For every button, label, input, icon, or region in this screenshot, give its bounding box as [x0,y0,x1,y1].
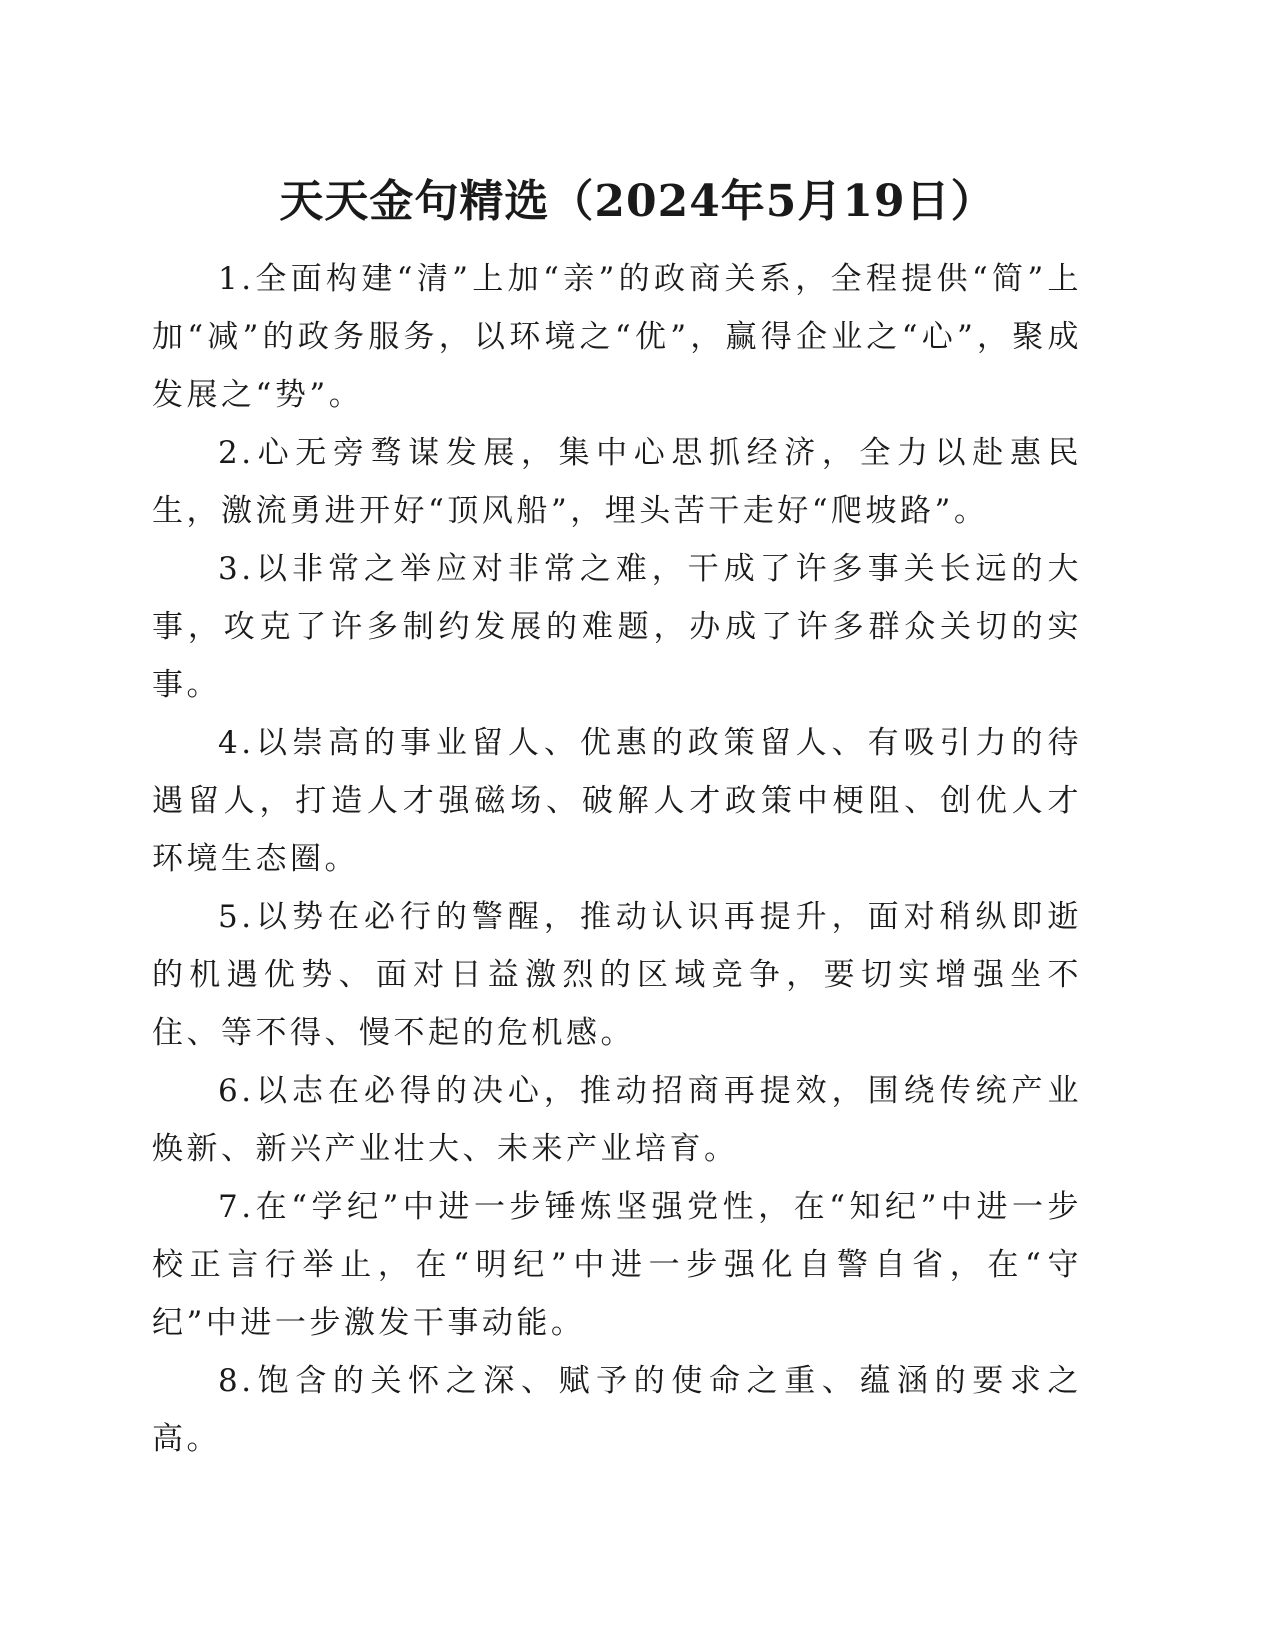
quote-paragraph-2: 2.心无旁骛谋发展，集中心思抓经济，全力以赴惠民生，激流勇进开好“顶风船”，埋头苦干走好“爬坡路”。 [152,435,1082,529]
quote-paragraph-5: 5.以势在必行的警醒，推动认识再提升，面对稍纵即逝的机遇优势、面对日益激烈的区域竞争，要切实增强坐不住、等不得、慢不起的危机感。 [152,899,1082,1051]
quote-list [152,250,1082,1468]
quote-paragraph-7: 7.在“学纪”中进一步锤炼坚强党性，在“知纪”中进一步校正言行举止，在“明纪”中进一步强化自警自省，在“守纪”中进一步激发干事动能。 [152,1189,1082,1341]
quote-paragraph-4: 4.以崇高的事业留人、优惠的政策留人、有吸引力的待遇留人，打造人才强磁场、破解人才政策中梗阻、创优人才环境生态圈。 [152,725,1082,877]
quote-paragraph-3: 3.以非常之举应对非常之难，干成了许多事关长远的大事，攻克了许多制约发展的难题，办成了许多群众关切的实事。 [152,551,1082,703]
quote-paragraph-8: 8.饱含的关怀之深、赋予的使命之重、蕴涵的要求之高。 [152,1363,1082,1457]
page-title: 天天金句精选（2024年5月19日） [279,176,996,227]
quote-paragraph-6: 6.以志在必得的决心，推动招商再提效，围绕传统产业焕新、新兴产业壮大、未来产业培育。 [152,1073,1082,1167]
quote-paragraph-1: 1.全面构建“清”上加“亲”的政商关系，全程提供“简”上加“减”的政务服务，以环境之“优”，赢得企业之“心”，聚成发展之“势”。 [152,261,1082,413]
